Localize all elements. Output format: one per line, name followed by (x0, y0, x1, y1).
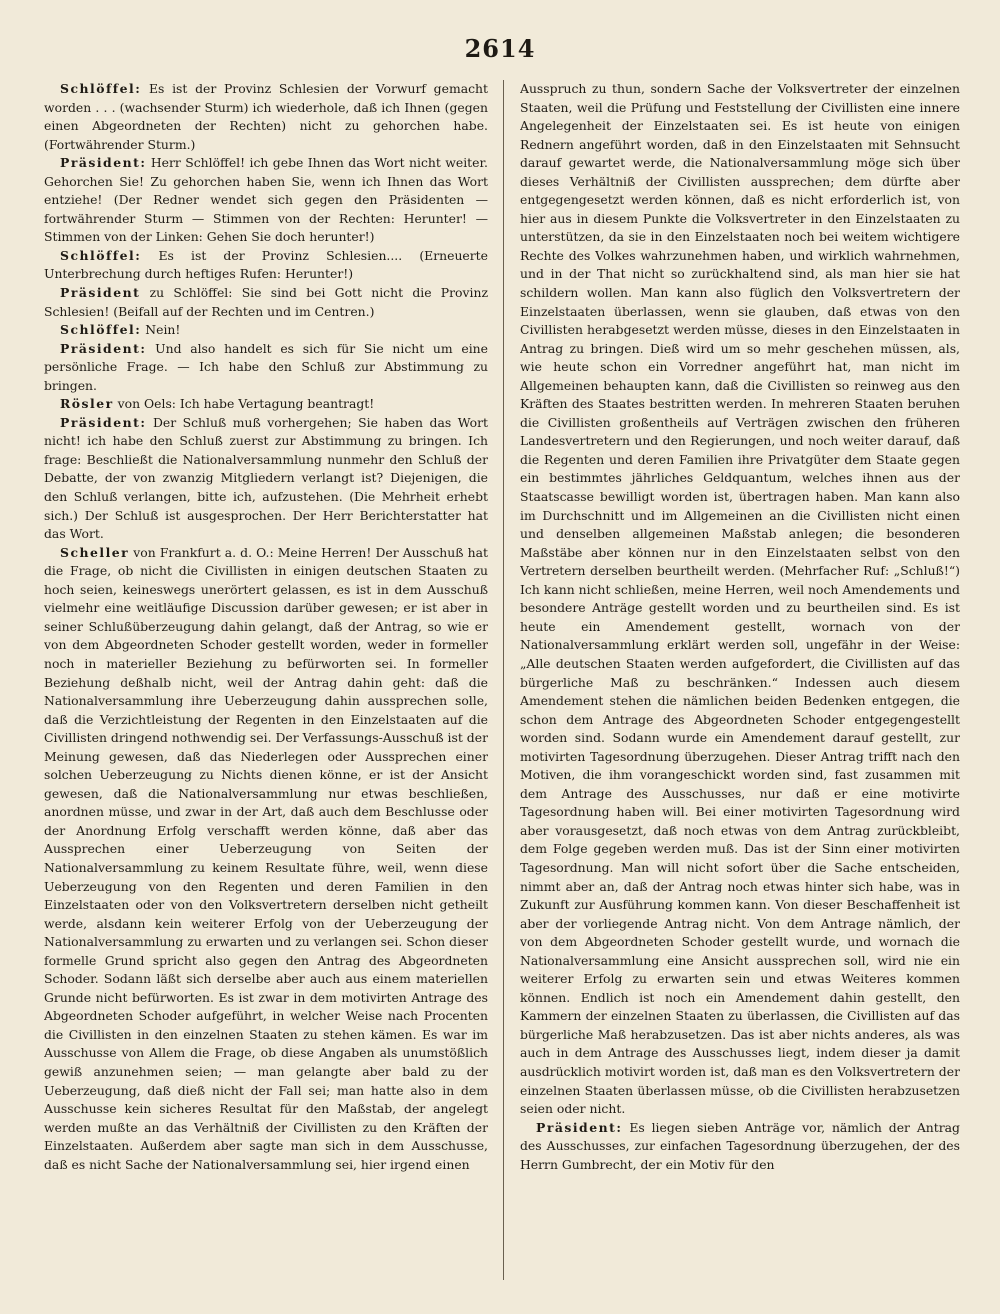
speaker-name: Präsident: (60, 414, 147, 430)
column-divider (503, 80, 504, 1280)
paragraph (44, 414, 488, 544)
paragraph-text: Herr Schlöffel! ich gebe Ihnen das Wort nicht weiter. Gehorchen Sie! Zu gehorchen haben Sie, wenn ich Ihnen das Wort entziehe! (Der Redner wendet sich gegen den Präsidenten — fortwährender Sturm — Stimmen von der Rechten: Herunter! — Stimmen von der Linken: Gehen Sie doch herunter!) (44, 155, 488, 245)
paragraph-text: Und also handelt es sich für Sie nicht um eine persönliche Frage. — Ich habe den Schluß zur Abstimmung zu bringen. (44, 340, 488, 393)
speaker-name: Präsident: (536, 1119, 623, 1135)
speaker-name: Präsident: (60, 340, 147, 356)
right-column (520, 80, 960, 1290)
page-number: 2614 (464, 34, 536, 63)
paragraph (44, 544, 488, 1175)
paragraph-text: Der Schluß muß vorhergehen; Sie haben das Wort nicht! ich habe den Schluß zuerst zur Abstimmung zu bringen. Ich frage: Beschließt die Nationalversammlung nunmehr den Schluß der Debatte, der von zwanzig Mitgliedern verlangt ist? Diejenigen, die den Schluß verlangen, bitte ich, aufzustehen. (Die Mehrheit erhebt sich.) Der Schluß ist ausgesprochen. Der Herr Berichterstatter hat das Wort. (44, 414, 488, 542)
paragraph-text: Es liegen sieben Anträge vor, nämlich der Antrag des Ausschusses, zur einfachen Tagesordnung überzugehen, der des Herrn Gumbrecht, der ein Motiv für den (520, 1119, 960, 1172)
paragraph-text: zu Schlöffel: Sie sind bei Gott nicht die Provinz Schlesien! (Beifall auf der Rechten und im Centren.) (44, 285, 488, 319)
speaker-name: Präsident: (60, 155, 147, 171)
paragraph (520, 80, 960, 1119)
paragraph (44, 340, 488, 396)
paragraph (44, 80, 488, 154)
paragraph-text: Nein! (145, 322, 181, 338)
speaker-name: Schlöffel: (60, 247, 142, 263)
paragraph-text: Es ist der Provinz Schlesien der Vorwurf gemacht worden . . . (wachsender Sturm) ich wiederhole, daß ich Ihnen (gegen einen Abgeordneten der Rechten) nicht zu gehorchen habe. (Fortwährender Sturm.) (44, 81, 488, 152)
paragraph-text: Ausspruch zu thun, sondern Sache der Volksvertreter der einzelnen Staaten, weil die Prüfung und Feststellung der Civillisten eine innere Angelegenheit der Einzelstaaten sei. Es ist heute von einigen Rednern angeführt worden, daß in den Einzelstaaten mit Sehnsucht darauf gewartet werde, die Nationalversammlung möge sich über dieses Verhältniß der Civillisten aussprechen; dem dürfte aber entgegengesetzt werden können, daß es nicht erforderlich ist, von hier aus in diesem Punkte die Volksvertreter in den Einzelstaaten zu unterstützen, da sie in den Einzelstaaten noch bei weitem wichtigere Rechte des Volkes wahrzunehmen haben, und wirklich wahrnehmen, und in der That nicht so zurückhaltend sind, als man hier sie hat schildern wollen. Man kann also füglich den Volksvertretern der Einzelstaaten überlassen, wenn sie glauben, daß etwas von den Civillisten herabgesetzt werden müsse, dieses in den Einzelstaaten in Antrag zu bringen. Dieß wird um so mehr geschehen müssen, als, wie heute schon ein Vorredner angeführt hat, man nicht im Allgemeinen behaupten kann, daß die Civillisten so reinweg aus den Kräften des Staates bestritten werden. In mehreren Staaten beruhen die Civillisten großentheils auf Verträgen zwischen den früheren Landesvertretern und den Regierungen, und noch weiter darauf, daß die Regenten und deren Familien ihre Privatgüter dem Staate gegen ein bestimmtes jährliches Geldquantum, welches ihnen aus der Staatscasse bewilligt worden ist, übertragen haben. Man kann also im Durchschnitt und im Allgemeinen an die Civillisten nicht einen und denselben allgemeinen Maßstab anlegen; die besonderen Maßstäbe aber können nur in den Einzelstaaten selbst von den Vertretern derselben beurtheilt werden. (Mehrfacher Ruf: „Schluß!“) Ich kann nicht schließen, meine Herren, weil noch Amendements und besondere Anträge gestellt worden und zu beurtheilen sind. Es ist heute ein Amendement gestellt, wornach von der Nationalversammlung erklärt werden soll, ungefähr in der Weise: „Alle deutschen Staaten werden aufgefordert, die Civillisten auf das bürgerliche Maß zu beschränken.“ Indessen auch diesem Amendement stehen die nämlichen beiden Bedenken entgegen, die schon dem Antrage des Abgeordneten Schoder entgegengestellt worden sind. Sodann wurde ein Amendement darauf gestellt, zur motivirten Tagesordnung überzugehen. Dieser Antrag trifft nach den Motiven, die ihm vorangeschickt worden sind, fast zusammen mit dem Antrage des Ausschusses, nur daß er eine motivirte Tagesordnung haben will. Bei einer motivirten Tagesordnung wird aber vorausgesetzt, daß noch etwas von dem Antrag zurückbleibt, dem Folge gegeben werden muß. Das ist der Sinn einer motivirten Tagesordnung. Man will nicht sofort über die Sache entscheiden, nimmt aber an, daß der Antrag noch etwas hinter sich habe, was in Zukunft zur Ausführung kommen kann. Von dieser Beschaffenheit ist aber der vorliegende Antrag nicht. Von dem Antrage nämlich, der von dem Abgeordneten Schoder gestellt wurde, und wornach die Nationalversammlung eine Ansicht aussprechen soll, wird nie ein weiterer Erfolg zu erwarten sein und etwas Weiteres kommen können. Endlich ist noch ein Amendement dahin gestellt, den Kammern der einzelnen Staaten zu überlassen, die Civillisten auf das bürgerliche Maß herabzusetzen. Das ist aber nichts anderes, als was auch in dem Antrage des Ausschusses liegt, indem dieser ja damit ausdrücklich motivirt worden ist, daß man es den Volksvertretern der einzelnen Staaten überlassen müsse, ob die Civillisten herabzusetzen seien oder nicht. (520, 81, 960, 1117)
speaker-name: Präsident (60, 285, 141, 301)
paragraph (44, 321, 488, 340)
speaker-name: Scheller (60, 544, 130, 560)
paragraph-text: Es ist der Provinz Schlesien.... (Erneuerte Unterbrechung durch heftiges Rufen: Herunter!) (44, 247, 488, 282)
left-column (44, 80, 488, 1290)
paragraph (44, 247, 488, 284)
speaker-name: Schlöffel: (60, 81, 142, 96)
paragraph (44, 395, 488, 414)
paragraph (44, 284, 488, 321)
paragraph (520, 1119, 960, 1175)
paragraph-text: von Oels: Ich habe Vertagung beantragt! (117, 396, 375, 412)
paragraph (44, 154, 488, 247)
paragraph-text: von Frankfurt a. d. O.: Meine Herren! Der Ausschuß hat die Frage, ob nicht die Civillisten in einigen deutschen Staaten zu hoch seien, keineswegs unerörtert gelassen, es ist in dem Ausschuß vielmehr eine weitläufige Discussion darüber gewesen; er ist aber in seiner Schlußüberzeugung dahin gelangt, daß der Antrag, so wie er von dem Abgeordneten Schoder gestellt worden, weder in formeller noch in materieller Beziehung zu befürworten sei. In formeller Beziehung deßhalb nicht, weil der Antrag dahin geht: daß die Nationalversammlung ihre Ueberzeugung dahin aussprechen solle, daß die Verzichtleistung der Regenten in den Einzelstaaten auf die Civillisten dringend nothwendig sei. Der Verfassungs-Ausschuß ist der Meinung gewesen, daß das Niederlegen oder Aussprechen einer solchen Ueberzeugung zu Nichts dienen könne, er ist der Ansicht gewesen, daß die Nationalversammlung nur etwas beschließen, anordnen müsse, und zwar in der Art, daß auch dem Beschlusse oder der Anordnung Erfolg verschafft werden könne, daß aber das Aussprechen einer Ueberzeugung von Seiten der Nationalversammlung zu keinem Resultate führe, weil, wenn diese Ueberzeugung von den Regenten und deren Familien in den Einzelstaaten oder von den Volksvertretern derselben nicht getheilt werde, alsdann kein weiterer Erfolg von der Ueberzeugung der Nationalversammlung zu erwarten und zu verlangen sei. Schon dieser formelle Grund spricht also gegen den Antrag des Abgeordneten Schoder. Sodann läßt sich derselbe aber auch aus einem materiellen Grunde nicht befürworten. Es ist zwar in dem motivirten Antrage des Abgeordneten Schoder aufgeführt, in welcher Weise nach Procenten die Civillisten in den einzelnen Staaten zu stehen kämen. Es war im Ausschusse von Allem die Frage, ob diese Angaben als unumstößlich gewiß anzunehmen seien; — man gelangte aber bald zu der Ueberzeugung, daß dieß nicht der Fall sei; man hatte also in dem Ausschusse kein sicheres Resultat für den Maßstab, der angelegt werden mußte an das Verhältniß der Civillisten zu den Kräften der Einzelstaaten. Außerdem aber sagte man sich in dem Ausschusse, daß es nicht Sache der Nationalversammlung sei, hier irgend einen (44, 544, 488, 1172)
speaker-name: Rösler (60, 396, 114, 412)
speaker-name: Schlöffel: (60, 322, 142, 338)
